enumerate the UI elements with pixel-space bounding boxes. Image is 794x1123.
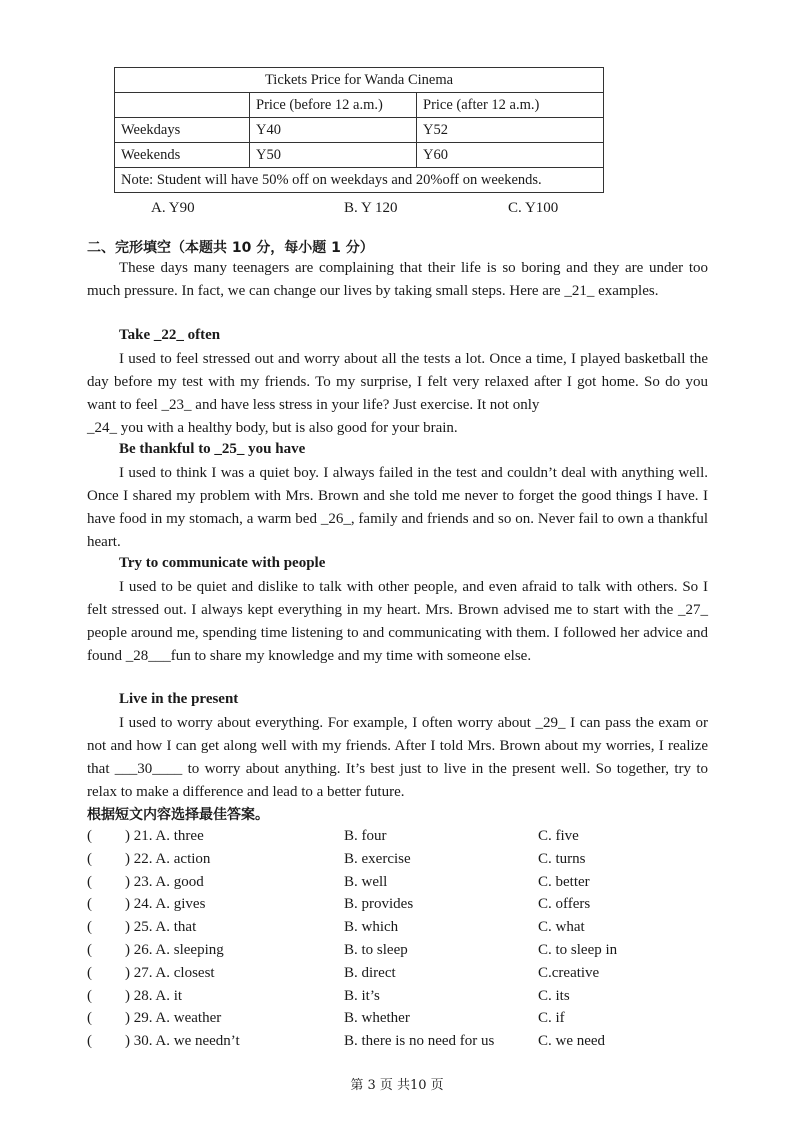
answer-paren[interactable]: ( bbox=[87, 873, 92, 890]
option-b: B. which bbox=[344, 919, 399, 936]
option-a: ) 25. A. that bbox=[125, 919, 197, 936]
answer-paren[interactable]: ( bbox=[87, 964, 92, 981]
option-b: B. to sleep bbox=[344, 942, 408, 958]
option-a: ) 30. A. we needn’t bbox=[125, 1033, 240, 1050]
answer-paren[interactable]: ( bbox=[87, 919, 92, 936]
option-b: B. it’s bbox=[344, 987, 380, 1004]
option-b: B. exercise bbox=[344, 850, 411, 867]
option-b: B. provides bbox=[344, 896, 414, 913]
answer-paren[interactable]: ( bbox=[87, 850, 92, 867]
passage-paragraph-3: I used to be quiet and dislike to talk with other people, and even afraid to talk with others. So I felt stressed out. I always kept everything in my heart. Mrs. Brown advised me to start with the _27_ people around me, spending time listening to and communicating with them. I followed her advice and found _28___fun to share my knowledge and my time with someone else. bbox=[87, 579, 708, 664]
passage-paragraph-4: I used to worry about everything. For example, I often worry about _29_ I can pass the exam or not and how I can get along well with my friends. After I told Mrs. Brown about my worries, I realize that ___30____ to worry about anything. It’s best just to live in the present well. So together, try to relax to make a difference and lead to a better future. bbox=[87, 715, 708, 800]
question-row bbox=[87, 965, 727, 987]
prev-option-b: B. Y 120 bbox=[344, 200, 398, 216]
table-header-after: Price (after 12 a.m.) bbox=[417, 93, 604, 118]
answer-paren[interactable]: ( bbox=[87, 896, 92, 913]
answer-paren[interactable]: ( bbox=[87, 1010, 92, 1027]
table-title: Tickets Price for Wanda Cinema bbox=[115, 68, 604, 93]
option-c: C. better bbox=[538, 873, 590, 890]
table-row-label: Weekdays bbox=[115, 118, 250, 143]
option-c: C. we need bbox=[538, 1033, 606, 1050]
option-b: B. whether bbox=[344, 1010, 410, 1027]
question-row bbox=[87, 851, 727, 873]
passage-paragraph-1-end: _24_ you with a healthy body, but is also good for your brain. bbox=[87, 420, 458, 436]
passage-heading-4: Live in the present bbox=[119, 691, 239, 707]
question-row bbox=[87, 1010, 727, 1032]
option-c: C. if bbox=[538, 1010, 565, 1027]
table-note: Note: Student will have 50% off on weekdays and 20%off on weekends. bbox=[115, 168, 604, 193]
option-c: C. offers bbox=[538, 896, 591, 913]
table-cell: Y40 bbox=[250, 118, 417, 143]
question-row bbox=[87, 828, 727, 850]
option-c: C. turns bbox=[538, 850, 586, 867]
option-b: B. direct bbox=[344, 964, 396, 981]
table-cell: Y60 bbox=[417, 143, 604, 168]
table-header-before: Price (before 12 a.m.) bbox=[250, 93, 417, 118]
table-cell: Y50 bbox=[250, 143, 417, 168]
option-a: ) 29. A. weather bbox=[125, 1010, 222, 1027]
section-title: 二、完形填空（本题共 10 分，每小题 1 分） bbox=[87, 240, 374, 256]
option-a: ) 21. A. three bbox=[125, 828, 204, 844]
passage-heading-2: Be thankful to _25_ you have bbox=[119, 441, 306, 457]
table-row-label: Weekends bbox=[115, 143, 250, 168]
option-a: ) 22. A. action bbox=[125, 850, 211, 867]
passage-heading-1: Take _22_ often bbox=[119, 327, 221, 343]
option-c: C. to sleep in bbox=[538, 942, 618, 958]
table-cell: Y52 bbox=[417, 118, 604, 143]
passage-intro: These days many teenagers are complaining that their life is so boring and they are under too much pressure. In fact, we can change our lives by taking small steps. Here are _21_ examples. bbox=[87, 260, 708, 299]
prev-option-c: C. Y100 bbox=[508, 200, 559, 216]
option-a: ) 26. A. sleeping bbox=[125, 942, 224, 958]
option-b: B. there is no need for us bbox=[344, 1033, 495, 1050]
option-c: C. what bbox=[538, 919, 585, 936]
option-c: C.creative bbox=[538, 964, 600, 981]
question-row bbox=[87, 942, 727, 964]
table-header-empty bbox=[115, 93, 250, 118]
option-a: ) 28. A. it bbox=[125, 987, 183, 1004]
prev-option-a: A. Y90 bbox=[151, 200, 195, 216]
instruction: 根据短文内容选择最佳答案。 bbox=[87, 807, 269, 823]
question-row bbox=[87, 896, 727, 918]
option-a: ) 23. A. good bbox=[125, 873, 204, 890]
answer-paren[interactable]: ( bbox=[87, 987, 92, 1004]
option-c: C. five bbox=[538, 828, 579, 844]
price-table bbox=[114, 67, 604, 193]
passage-paragraph-1: I used to feel stressed out and worry about all the tests a lot. Once a time, I played basketball the day before my test with my friends. To my surprise, I felt very relaxed after I got home. So do you want to feel _23_ and have less stress in your life? Just exercise. It not only bbox=[87, 351, 708, 413]
option-a: ) 24. A. gives bbox=[125, 896, 206, 913]
option-c: C. its bbox=[538, 987, 570, 1004]
question-row bbox=[87, 988, 727, 1010]
option-b: B. four bbox=[344, 828, 387, 844]
option-a: ) 27. A. closest bbox=[125, 964, 215, 981]
page-footer: 第 3 页 共10 页 bbox=[350, 1078, 444, 1093]
passage-paragraph-2: I used to think I was a quiet boy. I always failed in the test and couldn’t deal with anything well. Once I shared my problem with Mrs. Brown and she told me never to forget the good things I have. I have food in my stomach, a warm bed _26_, family and friends and so on. Never fail to own a thankful heart. bbox=[87, 465, 708, 550]
answer-paren[interactable]: ( bbox=[87, 828, 92, 844]
answer-paren[interactable]: ( bbox=[87, 942, 92, 958]
question-row bbox=[87, 874, 727, 896]
question-row bbox=[87, 919, 727, 941]
question-row bbox=[87, 1033, 727, 1055]
answer-paren[interactable]: ( bbox=[87, 1033, 92, 1050]
passage-heading-3: Try to communicate with people bbox=[119, 555, 326, 571]
option-b: B. well bbox=[344, 873, 388, 890]
